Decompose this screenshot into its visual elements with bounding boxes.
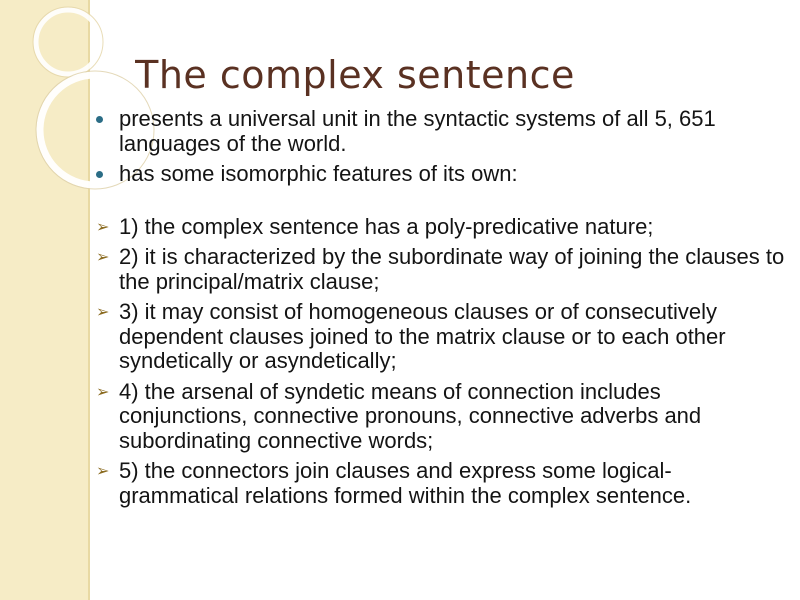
bullet-item xyxy=(96,107,786,156)
slide-title: The complex sentence xyxy=(135,53,575,97)
point-item xyxy=(96,245,786,294)
arrow-bullet-icon: ➢ xyxy=(96,463,110,480)
point-item xyxy=(96,300,786,374)
bullet-text: presents a universal unit in the syntactic systems of all 5, 651 languages of the world. xyxy=(119,106,716,156)
bullet-item xyxy=(96,162,786,187)
point-text: 3) it may consist of homogeneous clauses or of consecutively dependent clauses joined to the matrix clause or to each other syndetically or asyndetically; xyxy=(119,299,726,373)
point-item xyxy=(96,459,786,508)
point-text: 5) the connectors join clauses and express some logical-grammatical relations formed within the complex sentence. xyxy=(119,458,692,508)
point-text: 4) the arsenal of syndetic means of connection includes conjunctions, connective pronouns, connective adverbs and subordinating connective words; xyxy=(119,378,702,453)
point-text: 2) it is characterized by the subordinate way of joining the clauses to the principal/matrix clause; xyxy=(119,244,785,294)
slide-content xyxy=(96,107,786,508)
arrow-bullet-icon: ➢ xyxy=(96,304,110,321)
point-item xyxy=(96,215,786,240)
arrow-bullet-icon: ➢ xyxy=(96,383,110,401)
point-item xyxy=(96,380,786,454)
dot-bullet-icon xyxy=(96,171,103,178)
point-text: 1) the complex sentence has a poly-predicative nature; xyxy=(119,213,654,239)
dot-bullet-icon xyxy=(96,116,103,123)
arrow-bullet-icon: ➢ xyxy=(96,218,110,236)
bullet-text: has some isomorphic features of its own: xyxy=(119,161,518,186)
arrow-bullet-icon: ➢ xyxy=(96,249,110,266)
